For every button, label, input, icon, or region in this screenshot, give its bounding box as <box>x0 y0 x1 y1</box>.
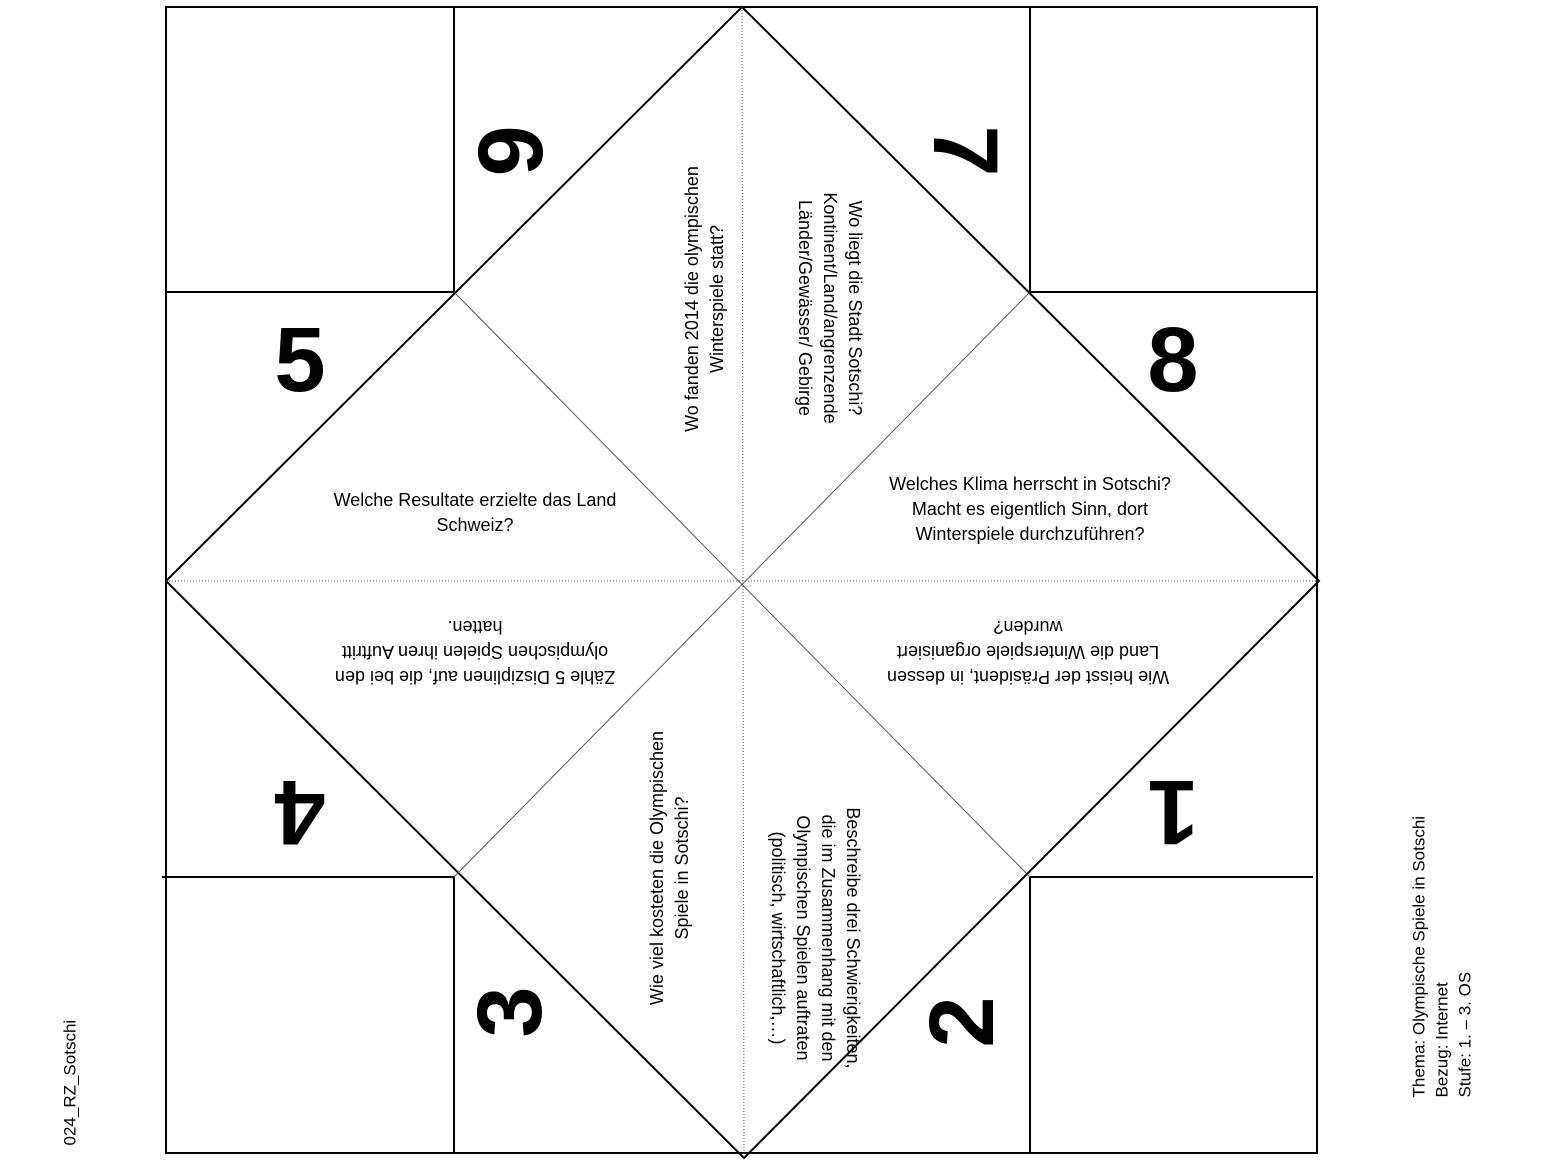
number-6: 6 <box>459 125 561 177</box>
meta-bezug: Bezug: Internet <box>1432 982 1452 1098</box>
meta-thema: Thema: Olympische Spiele in Sotschi <box>1409 815 1429 1098</box>
number-4: 4 <box>274 761 326 863</box>
number-5: 5 <box>274 309 326 411</box>
meta-stufe: Stufe: 1. – 3. OS <box>1455 971 1475 1098</box>
number-2: 2 <box>911 996 1013 1048</box>
number-1: 1 <box>1147 761 1199 863</box>
number-7: 7 <box>914 125 1016 177</box>
question-5: Welche Resultate erzielte das Land Schweiz? <box>333 489 617 535</box>
question-7: Wo liegt die Stadt Sotschi? Kontinent/Land/angrenzende Länder/Gewässer/ Gebirge <box>795 192 866 424</box>
question-6: Wo fanden 2014 die olympischen Winterspiele statt? <box>682 166 727 432</box>
document-id-label: 024_RZ_Sotschi <box>60 1019 80 1146</box>
meta-block <box>1408 815 1483 1098</box>
number-8: 8 <box>1147 309 1199 411</box>
number-3: 3 <box>459 986 561 1038</box>
question-1: Wie heisst der Präsident, in dessen Land die Winterspiele organisiert wurden? <box>886 617 1170 688</box>
question-8: Welches Klima herrscht in Sotschi? Macht es eigentlich Sinn, dort Winterspiele durchzuführen? <box>889 474 1171 544</box>
question-4: Zähle 5 Disziplinen auf, die bei den olympischen Spielen ihren Auftritt hatten. <box>334 617 616 688</box>
question-2: Beschreibe drei Schwierigkeiten, die im Zusammenhang mit den Olympischen Spielen auftraten (politisch, wirtschaftlich,…) <box>768 807 863 1069</box>
question-3: Wie viel kosteten die Olympischen Spiele in Sotschi? <box>647 730 692 1006</box>
